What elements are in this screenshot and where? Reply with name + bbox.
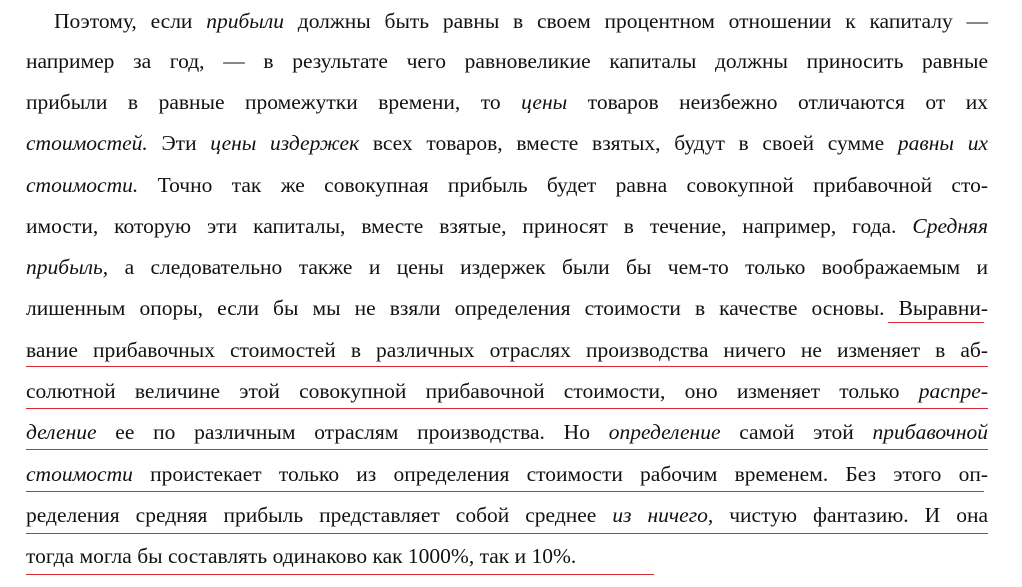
italic-text-run: из ничего, (612, 503, 714, 527)
italic-text-run: прибыль, (26, 255, 109, 279)
text-run: вание прибавочных стоимостей в различных отраслях производства ничего не изменяет в аб- (26, 338, 988, 362)
highlight-underline-1 (888, 322, 984, 323)
italic-text-run: прибавочной (872, 420, 988, 444)
highlight-underline-7 (26, 574, 654, 575)
highlight-underline-6 (26, 533, 988, 534)
text-line-12 (26, 453, 988, 495)
highlight-underline-3 (26, 408, 988, 409)
italic-text-run: цены издержек (210, 131, 360, 155)
text-run: самой этой (720, 420, 873, 444)
italic-text-run: стоимости. (26, 173, 139, 197)
text-line-3 (26, 81, 988, 123)
italic-text-run: прибыли (206, 9, 284, 33)
italic-text-run: распре- (918, 379, 988, 403)
text-line-14 (26, 535, 988, 577)
text-line-6 (26, 205, 988, 247)
italic-text-run: цены (521, 90, 568, 114)
text-line-2 (26, 40, 988, 82)
text-run: имости, которую эти капиталы, вместе взятые, приносят в течение, например, года. (26, 214, 913, 238)
text-run: ее по различным отраслям производства. Но (96, 420, 609, 444)
italic-text-run: Средняя (912, 214, 988, 238)
text-run: Точно так же совокупная прибыль будет равна совокупной прибавочной сто- (138, 173, 988, 197)
text-run: ределения средняя прибыль представляет собой среднее (26, 503, 613, 527)
text-run: проистекает только из определения стоимости рабочим временем. Без этого оп- (132, 462, 988, 486)
italic-text-run: равны их (897, 131, 988, 155)
text-line-10 (26, 370, 988, 412)
text-run: всех товаров, вместе взятых, будут в своей сумме (359, 131, 898, 155)
highlight-underline-5 (26, 491, 984, 492)
text-line-8 (26, 287, 988, 329)
text-line-4 (26, 122, 988, 164)
text-run: Поэтому, если (54, 9, 207, 33)
text-run: чистую фантазию. И она (713, 503, 988, 527)
text-line-5 (26, 164, 988, 206)
italic-text-run: стоимостей. (26, 131, 148, 155)
text-line-11 (26, 411, 988, 453)
highlight-underline-2 (26, 366, 988, 367)
text-run: товаров неизбежно отличаются от их (567, 90, 988, 114)
highlight-underline-4 (26, 449, 988, 450)
text-line-13 (26, 494, 988, 536)
text-run: прибыли в равные промежутки времени, то (26, 90, 522, 114)
text-run: солютной величине этой совокупной прибавочной стоимости, оно изменяет только (26, 379, 919, 403)
text-run: тогда могла бы составлять одинаково как 1000%, так и 10%. (26, 544, 577, 568)
italic-text-run: стоимости (26, 462, 133, 486)
text-run: а следовательно также и цены издержек были бы чем-то только воображаемым и (108, 255, 988, 279)
italic-text-run: деление (26, 420, 97, 444)
text-line-9 (26, 329, 988, 371)
italic-text-run: определение (608, 420, 721, 444)
text-run: Эти (147, 131, 211, 155)
text-run: лишенным опоры, если бы мы не взяли определения стоимости в качестве основы. Выравни- (26, 296, 988, 320)
text-run: например за год, — в результате чего равновеликие капиталы должны приносить равные (26, 49, 988, 73)
text-line-7 (26, 246, 988, 288)
text-line-1 (26, 0, 988, 42)
text-run: должны быть равны в своем процентном отношении к капиталу — (283, 9, 988, 33)
